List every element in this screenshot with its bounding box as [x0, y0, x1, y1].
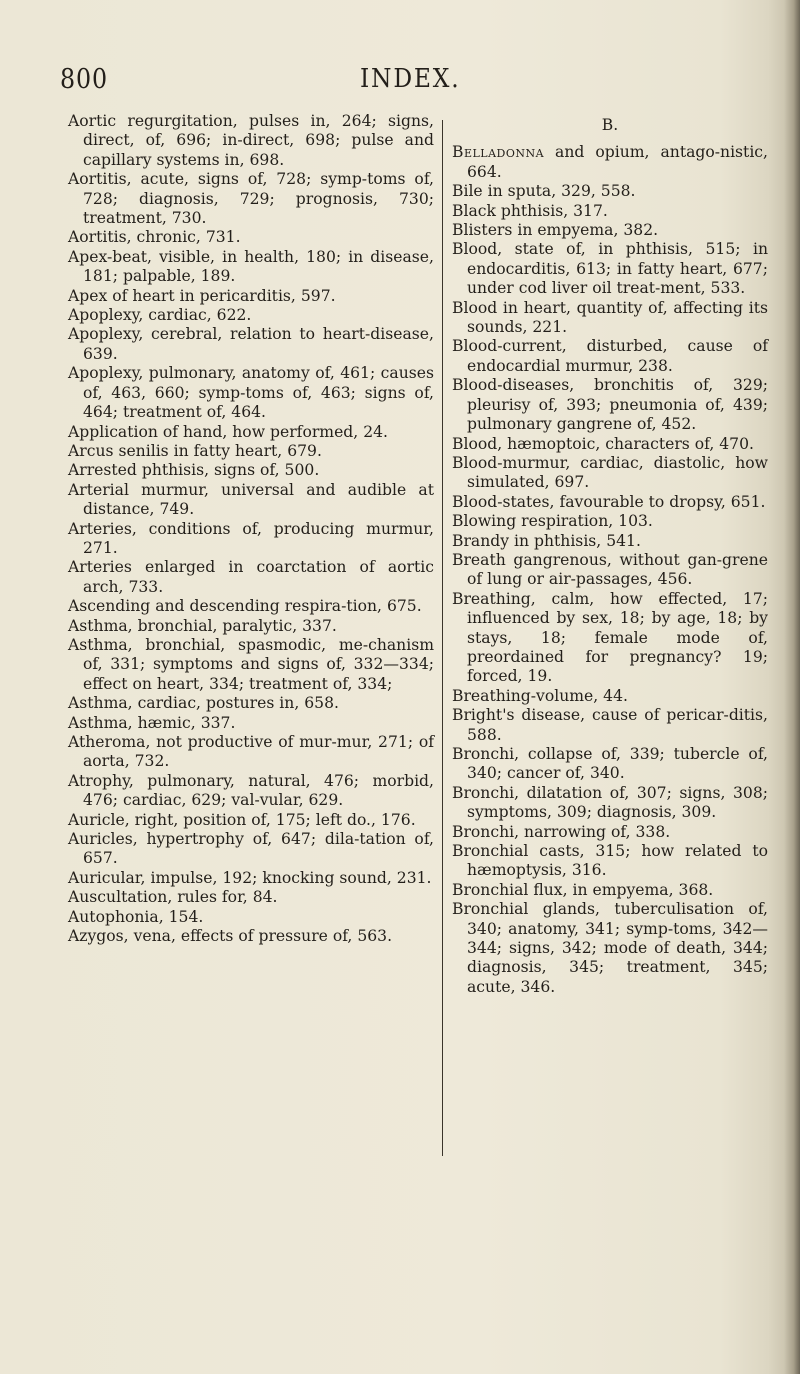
index-entry: Arteries, conditions of, producing murmur, 271.	[68, 519, 434, 557]
index-entry	[452, 143, 768, 182]
index-entry: Blood, hæmoptoic, characters of, 470.	[452, 434, 754, 453]
index-entry: Blood-states, favourable to dropsy, 651.	[452, 492, 766, 511]
index-entry: Aortitis, chronic, 731.	[68, 228, 241, 247]
index-entry: Asthma, bronchial, spasmodic, me-chanism of, 331; symptoms and signs of, 332—334; effect on heart, 334; treatment of, 334;	[68, 635, 434, 693]
index-entry: Autophonia, 154.	[68, 907, 204, 926]
index-entry: Azygos, vena, effects of pressure of, 563.	[68, 927, 393, 946]
index-entry: Apoplexy, cardiac, 622.	[68, 306, 252, 325]
index-entry: Bronchi, dilatation of, 307; signs, 308; symptoms, 309; diagnosis, 309.	[452, 783, 768, 822]
index-entry: Blood-murmur, cardiac, diastolic, how simulated, 697.	[452, 453, 768, 492]
index-entry: Auscultation, rules for, 84.	[68, 888, 278, 907]
index-entry: Blisters in empyema, 382.	[452, 221, 659, 240]
index-entry: Apoplexy, pulmonary, anatomy of, 461; causes of, 463, 660; symp-toms of, 463; signs of, 464; treatment of, 464.	[68, 364, 434, 422]
index-entry: Apoplexy, cerebral, relation to heart-disease, 639.	[68, 325, 434, 363]
page-edge-shadow	[784, 0, 800, 1374]
index-entry: Blood-current, disturbed, cause of endocardial murmur, 238.	[452, 337, 768, 375]
index-entry: Auricular, impulse, 192; knocking sound, 231.	[68, 868, 432, 887]
index-entry: Aortitis, acute, signs of, 728; symp-toms of, 728; diagnosis, 729; prognosis, 730; treatment, 730.	[68, 170, 434, 228]
index-entry: Auricle, right, position of, 175; left do., 176.	[68, 810, 416, 829]
index-entry: Breathing, calm, how effected, 17; influenced by sex, 18; by age, 18; by stays, 18; female mode of, preordained for pregnancy? 19; forced, 19.	[452, 589, 768, 686]
index-entry: Asthma, cardiac, postures in, 658.	[68, 694, 339, 713]
index-entry: Bronchial glands, tuberculisation of, 340; anatomy, 341; symp-toms, 342—344; signs, 342; mode of death, 344; diagnosis, 345; treatment, 345; acute, 346.	[452, 900, 768, 996]
index-entry: Arcus senilis in fatty heart, 679.	[68, 441, 322, 460]
index-entry: Ascending and descending respira-tion, 675.	[68, 597, 422, 616]
index-entry: Apex-beat, visible, in health, 180; in disease, 181; palpable, 189.	[68, 247, 434, 286]
index-entry: Bronchial flux, in empyema, 368.	[452, 880, 714, 899]
index-entry: Asthma, bronchial, paralytic, 337.	[68, 616, 337, 635]
index-entry: Bronchi, narrowing of, 338.	[452, 822, 671, 841]
section-letter: B.	[601, 116, 619, 134]
entry-text: and opium, antago-nistic, 664.	[467, 143, 768, 181]
index-entry: Bile in sputa, 329, 558.	[452, 182, 636, 201]
index-entry: Breath gangrenous, without gan-grene of lung or air-passages, 456.	[452, 550, 768, 589]
index-entry: Blood-diseases, bronchitis of, 329; pleurisy of, 393; pneumonia of, 439; pulmonary gangrene of, 452.	[452, 376, 768, 434]
entry-lead-word: Belladonna	[452, 143, 545, 162]
page-number: 800	[60, 64, 109, 95]
index-entry: Blood, state of, in phthisis, 515; in endocarditis, 613; in fatty heart, 677; under cod liver oil treat-ment, 533.	[452, 240, 768, 298]
index-entry: Auricles, hypertrophy of, 647; dila-tation of, 657.	[68, 830, 434, 868]
index-column-right	[452, 112, 768, 997]
index-entry: Atrophy, pulmonary, natural, 476; morbid, 476; cardiac, 629; val-vular, 629.	[68, 771, 434, 810]
index-entry: Bronchi, collapse of, 339; tubercle of, 340; cancer of, 340.	[452, 745, 768, 783]
index-entry: Arteries enlarged in coarctation of aortic arch, 733.	[68, 558, 434, 596]
index-entry: Breathing-volume, 44.	[452, 686, 628, 705]
index-entry: Bronchial casts, 315; how related to hæmoptysis, 316.	[452, 842, 768, 880]
index-entry: Blowing respiration, 103.	[452, 512, 653, 531]
index-entry: Arterial murmur, universal and audible at distance, 749.	[68, 480, 434, 519]
index-entry: Apex of heart in pericarditis, 597.	[68, 286, 336, 305]
index-entry: Black phthisis, 317.	[452, 201, 608, 220]
index-entry: Atheroma, not productive of mur-mur, 271; of aorta, 732.	[68, 733, 434, 771]
index-entry: Bright's disease, cause of pericar-ditis, 588.	[452, 706, 768, 744]
page-title: INDEX.	[360, 64, 461, 94]
index-column-left	[68, 112, 434, 946]
column-divider	[442, 120, 443, 1156]
index-entry: Application of hand, how performed, 24.	[68, 422, 388, 441]
index-entry: Aortic regurgitation, pulses in, 264; signs, direct, of, 696; in-direct, 698; pulse and capillary systems in, 698.	[68, 112, 434, 169]
index-entry: Brandy in phthisis, 541.	[452, 531, 641, 550]
index-entry: Arrested phthisis, signs of, 500.	[68, 461, 320, 480]
index-entry: Blood in heart, quantity of, affecting its sounds, 221.	[452, 298, 768, 337]
page-header	[0, 64, 800, 104]
index-entry: Asthma, hæmic, 337.	[68, 713, 236, 732]
